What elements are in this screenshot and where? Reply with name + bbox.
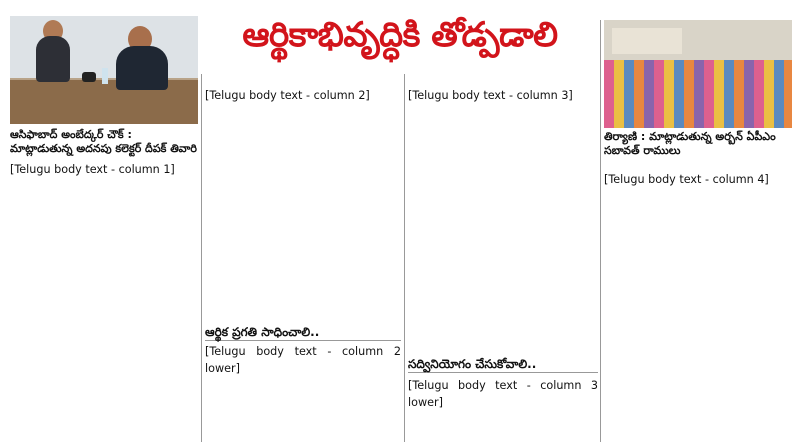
- photo-meeting-icon: [10, 16, 198, 124]
- section-divider: [205, 340, 401, 341]
- column-divider: [600, 20, 601, 442]
- photo-right-caption: తిర్యాణి : మాట్లాడుతున్న అర్బన్ ఏపీఎం సబావత్ రాములు: [604, 130, 776, 157]
- column-divider: [404, 74, 405, 442]
- photo-person-body-icon: [36, 36, 70, 82]
- photo-banner: [612, 28, 682, 54]
- article-column-4: [Telugu body text - column 4]: [604, 173, 769, 186]
- photo-bottle-icon: [102, 68, 108, 84]
- photo-crowd-icon: [604, 20, 792, 128]
- photo-mic-icon: [82, 72, 96, 82]
- photo-person-body-icon: [116, 46, 168, 90]
- photo-desk: [10, 80, 198, 124]
- article-column-3-lower: [Telugu body text - column 3 lower]: [408, 379, 598, 409]
- article-column-2: [Telugu body text - column 2]: [205, 89, 370, 102]
- article-column-1: [Telugu body text - column 1]: [10, 163, 175, 176]
- headline: ఆర్థికాభివృద్ధికి తోడ్పడాలి: [242, 15, 558, 55]
- column-divider: [201, 74, 202, 442]
- article-column-2-lower: [Telugu body text - column 2 lower]: [205, 345, 401, 375]
- photo-left-caption: ఆసిఫాబాద్ అంబేద్కర్ చౌక్ : మాట్లాడుతున్న అదనపు కలెక్టర్ దీపక్ తివారి: [10, 128, 197, 155]
- subheading-progress: ఆర్థిక ప్రగతి సాధించాలి..: [205, 325, 320, 339]
- article-column-3: [Telugu body text - column 3]: [408, 89, 573, 102]
- photo-crowd: [604, 60, 792, 128]
- subheading-utilize: సద్వినియోగం చేసుకోవాలి..: [408, 357, 537, 371]
- section-divider: [408, 372, 598, 373]
